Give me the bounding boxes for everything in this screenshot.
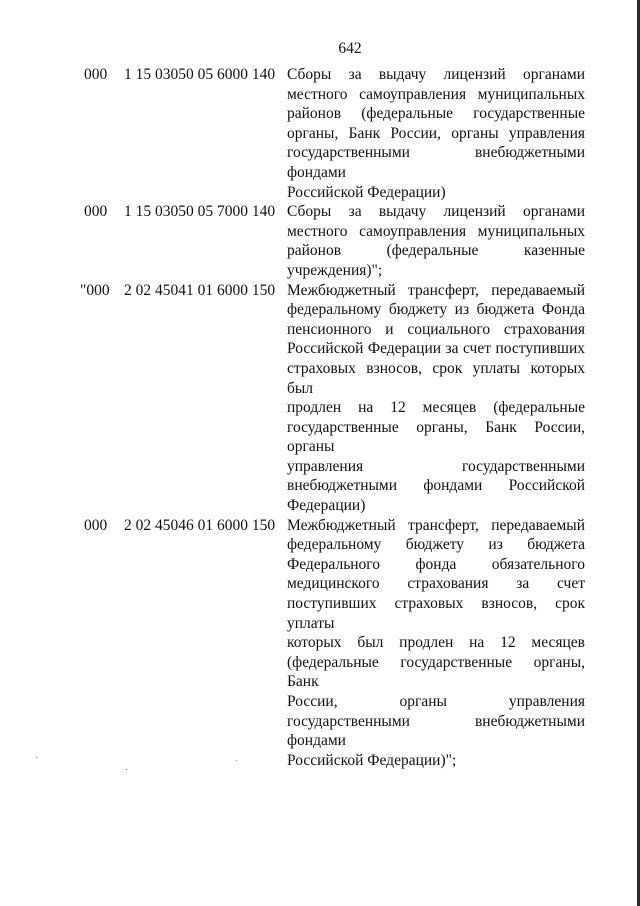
revenue-name-line: пенсионного и социального страхования bbox=[287, 320, 585, 338]
revenue-name-line: Межбюджетный трансферт, передаваемый bbox=[287, 281, 585, 299]
revenue-name-line: органы, Банк России, органы управления bbox=[287, 124, 585, 142]
table-row bbox=[0, 65, 640, 202]
revenue-name-line: учреждения)"; bbox=[287, 261, 383, 279]
admin-code: 000 bbox=[84, 203, 108, 221]
revenue-name bbox=[287, 65, 585, 202]
revenue-name-line: управления государственными bbox=[287, 457, 585, 475]
revenue-name-line: районов (федеральные казенные bbox=[287, 242, 585, 260]
revenue-name-line: Федерального фонда обязательного bbox=[287, 555, 585, 573]
revenue-name-line: продлен на 12 месяцев (федеральные bbox=[287, 399, 585, 417]
revenue-name-line: Межбюджетный трансферт, передаваемый bbox=[287, 516, 585, 534]
revenue-name bbox=[287, 281, 585, 516]
revenue-name-line: государственными внебюджетными фондами bbox=[287, 712, 585, 750]
revenue-name-line: Сборы за выдачу лицензий органами bbox=[287, 203, 585, 221]
kbk-code: 2 02 45041 01 6000 150 bbox=[124, 281, 276, 299]
revenue-name-line: России, органы управления bbox=[287, 693, 585, 710]
admin-code: 000 bbox=[84, 66, 108, 83]
table-row bbox=[0, 202, 640, 280]
revenue-name-line: Российской Федерации за счет поступивших bbox=[287, 340, 585, 358]
scan-speck bbox=[36, 757, 37, 758]
revenue-name-line: районов (федеральные государственные bbox=[287, 105, 585, 123]
admin-code: "000 bbox=[80, 281, 110, 299]
revenue-name-line: страховых взносов, срок уплаты которых был bbox=[287, 359, 585, 397]
kbk-code: 2 02 45046 01 6000 150 bbox=[124, 516, 276, 534]
revenue-name-line: федеральному бюджету из бюджета Фонда bbox=[287, 301, 585, 319]
revenue-name-line: государственными внебюджетными фондами bbox=[287, 144, 585, 181]
admin-code: 000 bbox=[84, 516, 108, 534]
revenue-name-line: Российской Федерации) bbox=[287, 183, 446, 201]
revenue-name-line: местного самоуправления муниципальных bbox=[287, 222, 585, 240]
kbk-code: 1 15 03050 05 7000 140 bbox=[124, 203, 276, 221]
scan-speck bbox=[236, 760, 237, 761]
revenue-name-line: поступивших страховых взносов, срок уплаты bbox=[287, 595, 585, 632]
revenue-name-line: государственные органы, Банк России, органы bbox=[287, 418, 585, 456]
revenue-name-line: федеральному бюджету из бюджета bbox=[287, 536, 585, 554]
page-number: 642 bbox=[338, 40, 362, 57]
revenue-name-line: медицинского страхования за счет bbox=[287, 575, 585, 593]
kbk-code: 1 15 03050 05 6000 140 bbox=[124, 66, 276, 83]
revenue-name-line: (федеральные государственные органы, Банк bbox=[287, 653, 585, 691]
budget-code-table bbox=[0, 65, 640, 770]
revenue-name-line: Сборы за выдачу лицензий органами bbox=[287, 66, 585, 83]
revenue-name-line: которых был продлен на 12 месяцев bbox=[287, 634, 585, 652]
table-row bbox=[0, 281, 640, 516]
table-row bbox=[0, 516, 640, 771]
revenue-name bbox=[287, 202, 585, 280]
revenue-name-line: Федерации) bbox=[287, 497, 366, 515]
revenue-name-line: Российской Федерации)"; bbox=[287, 751, 457, 769]
revenue-name bbox=[287, 516, 585, 771]
scan-speck bbox=[126, 769, 127, 770]
revenue-name-line: местного самоуправления муниципальных bbox=[287, 85, 585, 103]
revenue-name-line: внебюджетными фондами Российской bbox=[287, 477, 585, 495]
